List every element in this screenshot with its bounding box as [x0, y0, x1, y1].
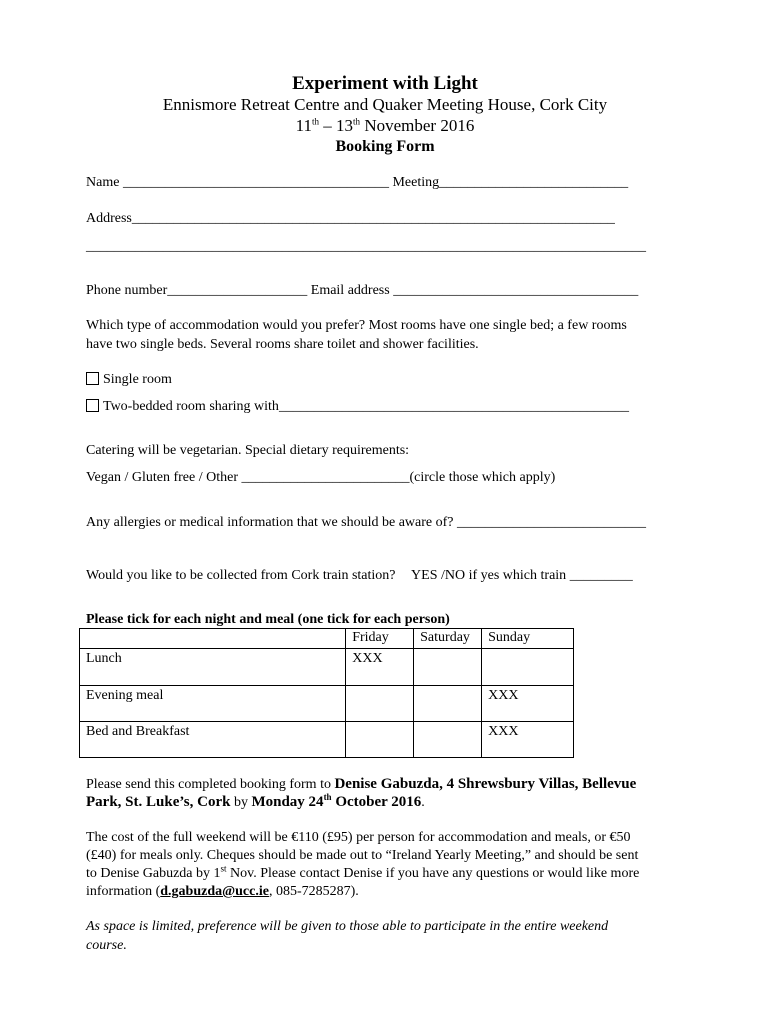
header-cell-saturday: Saturday — [414, 629, 482, 649]
priority-note-line2: course. — [86, 938, 127, 953]
catering-note: Catering will be vegetarian. Special dietary requirements: — [86, 443, 410, 458]
deadline-sup: th — [323, 792, 332, 802]
meals-table-heading: Please tick for each night and meal (one tick for each person) — [86, 612, 450, 627]
table-header-row — [80, 629, 574, 649]
train-question: Would you like to be collected from Cork train station? — [86, 568, 396, 583]
dietary-note: (circle those which apply) — [409, 470, 556, 485]
date-day1: 11 — [295, 116, 313, 135]
accommodation-question-line1: Which type of accommodation would you prefer? Most rooms have one single bed; a few rooms — [86, 318, 627, 333]
priority-note-line1: As space is limited, preference will be given to those able to participate in the entire weekend — [86, 919, 609, 934]
email-field[interactable]: ___________________________________ — [393, 283, 639, 298]
train-answer[interactable]: YES /NO if yes which train — [411, 568, 570, 583]
cost-line3-pre: to Denise Gabuzda by 1 — [86, 866, 221, 881]
single-room-label: Single room — [103, 372, 172, 387]
send-deadline — [251, 794, 421, 810]
venue-line: Ennismore Retreat Centre and Quaker Meeting House, Cork City — [162, 95, 608, 114]
cost-line4 — [86, 885, 359, 899]
cost-line2: (£40) for meals only. Cheques should be made out to “Ireland Yearly Meeting,” and should be sent — [86, 848, 639, 863]
accommodation-question-line2: have two single beds. Several rooms share toilet and shower facilities. — [86, 337, 479, 352]
send-instructions-line2 — [86, 792, 425, 810]
address-field-line2[interactable]: ________________________________________________________________________________ — [86, 239, 646, 254]
cell-saturday[interactable] — [414, 649, 482, 686]
cost-line3-sup: st — [220, 863, 227, 874]
send-prefix: Please send this completed booking form to — [86, 777, 335, 792]
table-row — [80, 649, 574, 686]
meeting-field[interactable]: ___________________________ — [439, 175, 629, 190]
dietary-row — [86, 471, 555, 485]
header-cell-friday: Friday — [346, 629, 414, 649]
shared-room-label: Two-bedded room sharing with — [103, 399, 279, 414]
name-label: Name — [86, 175, 120, 190]
address-field[interactable]: _____________________________________________________________________ — [131, 211, 615, 226]
train-row — [86, 569, 633, 583]
allergies-question: Any allergies or medical information that we should be aware of? — [86, 515, 458, 530]
header-cell-sunday: Sunday — [482, 629, 574, 649]
row-label: Lunch — [80, 649, 346, 686]
cost-line4-pre: information ( — [86, 884, 161, 899]
date-rest: November 2016 — [360, 116, 475, 135]
cell-saturday[interactable] — [414, 686, 482, 722]
email-label: Email address — [310, 283, 390, 298]
train-field[interactable]: _________ — [569, 568, 633, 583]
dietary-options[interactable]: Vegan / Gluten free / Other — [86, 470, 242, 485]
option-shared-room — [86, 399, 629, 414]
header-cell-empty — [80, 629, 346, 649]
shared-room-checkbox[interactable] — [86, 399, 99, 412]
address-label: Address — [86, 211, 132, 226]
send-by: by — [230, 795, 252, 810]
event-dates — [0, 117, 770, 134]
date-sup1: th — [312, 116, 320, 127]
name-field[interactable]: ______________________________________ — [122, 175, 389, 190]
meals-table — [79, 628, 574, 758]
send-end: . — [421, 795, 425, 810]
cell-friday[interactable] — [346, 686, 414, 722]
single-room-checkbox[interactable] — [86, 372, 99, 385]
form-title: Booking Form — [335, 138, 435, 155]
cell-sunday[interactable]: XXX — [482, 686, 574, 722]
phone-label: Phone number — [86, 283, 168, 298]
cell-sunday[interactable] — [482, 649, 574, 686]
meeting-label: Meeting — [392, 175, 440, 190]
cell-sunday[interactable]: XXX — [482, 722, 574, 758]
dietary-other-field[interactable]: ________________________ — [241, 470, 410, 485]
allergies-row — [86, 516, 646, 530]
row-label: Evening meal — [80, 686, 346, 722]
date-sep: – 13 — [319, 116, 354, 135]
cell-friday[interactable]: XXX — [346, 649, 414, 686]
address-row — [86, 212, 615, 226]
shared-with-field[interactable]: __________________________________________________ — [278, 399, 629, 414]
date-sup2: th — [353, 116, 361, 127]
cost-line4-post: , 085-7285287). — [268, 884, 359, 899]
send-address-2: Park, St. Luke’s, Cork — [86, 794, 231, 810]
cell-saturday[interactable] — [414, 722, 482, 758]
page-title: Experiment with Light — [292, 73, 478, 94]
send-instructions-line1 — [86, 777, 636, 792]
cell-friday[interactable] — [346, 722, 414, 758]
cost-line3-post: Nov. Please contact Denise if you have any questions or would like more — [226, 866, 640, 881]
deadline-pre: Monday 24 — [251, 794, 324, 810]
allergies-field[interactable]: ___________________________ — [457, 515, 647, 530]
cost-line1: The cost of the full weekend will be €110 (£95) per person for accommodation and meals, or €50 — [86, 830, 631, 845]
send-address: Denise Gabuzda, 4 Shrewsbury Villas, Bellevue — [334, 776, 637, 792]
phone-field[interactable]: ____________________ — [167, 283, 308, 298]
option-single-room — [86, 372, 172, 387]
table-row — [80, 722, 574, 758]
row-label: Bed and Breakfast — [80, 722, 346, 758]
deadline-post: October 2016 — [331, 794, 422, 810]
name-row — [86, 176, 628, 190]
contact-email-link[interactable]: d.gabuzda@ucc.ie — [160, 884, 269, 899]
phone-email-row — [86, 284, 638, 298]
cost-line3 — [86, 863, 640, 881]
table-row — [80, 686, 574, 722]
